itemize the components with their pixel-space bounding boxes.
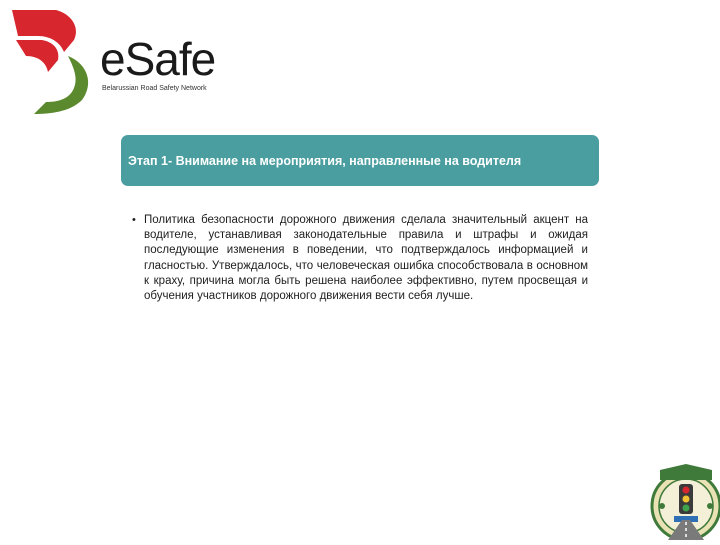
bullet-item (132, 213, 588, 304)
logo-subtitle: Belarussian Road Safety Network (102, 85, 207, 92)
banner-title: Этап 1- Внимание на мероприятия, направленные на водителя (128, 153, 522, 168)
esafe-logo (8, 6, 218, 116)
logo-wordmark: eSafe (100, 33, 216, 85)
road-safety-emblem-icon (646, 462, 720, 540)
esafe-logo-mark-icon (8, 6, 103, 116)
bullet-icon: • (132, 214, 136, 226)
stage-banner (121, 135, 599, 186)
bullet-text: Политика безопасности дорожного движения сделала значительный акцент на водителе, устанавливая законодательные правила и штрафы и ожидая последующие изменения в поведении, что подтверждалось информацией и гласностью. Утверждалось, что человеческая ошибка способствовала в основном к краху, причина могла быть решена наиболее эффективно, путем просвещая и обучения участников дорожного движения вести себя лучше. (144, 214, 588, 303)
content-body (132, 213, 588, 304)
